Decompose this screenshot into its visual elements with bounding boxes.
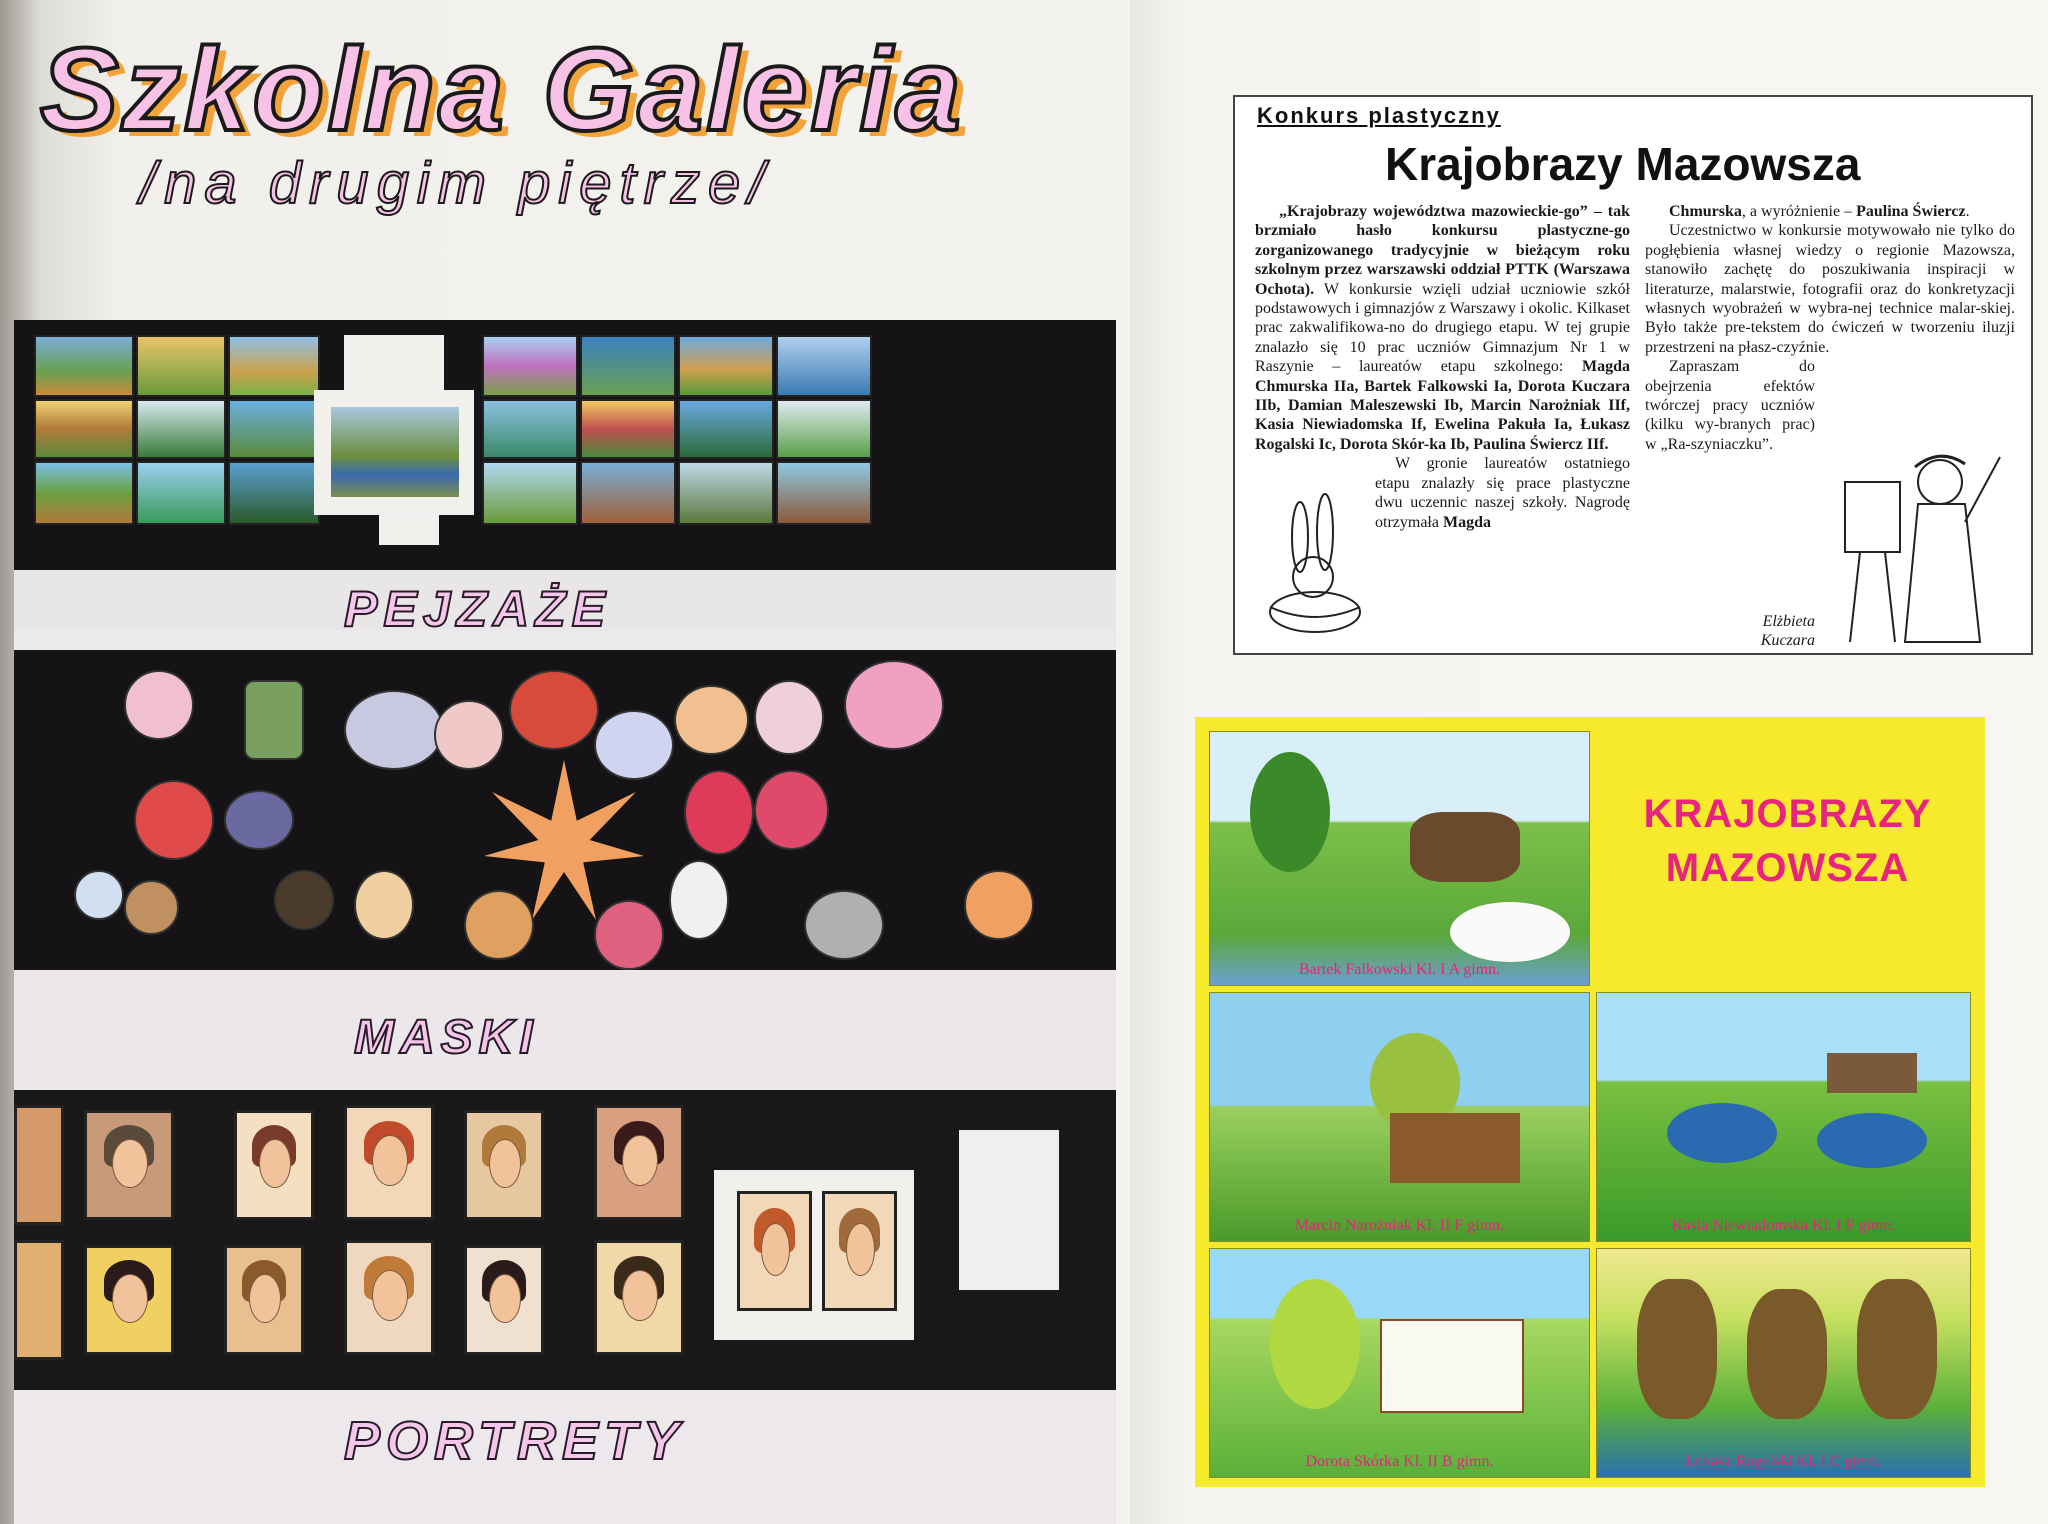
poster-title-line2: MAZOWSZA (1665, 846, 1910, 890)
painting-horse (1209, 731, 1590, 986)
bunny-illustration (1255, 477, 1370, 637)
caption-3: Kasia Niewiadomska Kl. I F gimn. (1671, 1217, 1896, 1234)
article-lead-rest: W konkursie wzięli udział uczniowie szkół podstawowych i gimnazjów z Warszawy i okolic. Kilkaset prac zakwalifikowa-no do drugiego etapu. W tej grupie znalazło się 10 prac uczniów Gimnazjum Nr 1 w Raszynie – laureatów etapu szkolnego: (1255, 280, 1631, 376)
signature-last: Kuczara (1760, 632, 1815, 650)
poster-title (1590, 787, 1985, 895)
exhibition-photo (14, 320, 1116, 1524)
painting-pond (1596, 992, 1971, 1242)
masks-board (14, 650, 1116, 970)
painting-cottage (1209, 1248, 1590, 1478)
article-winner-last: Chmurska (1669, 203, 1742, 220)
painting-house (1209, 992, 1590, 1242)
article-winner-first: Magda (1442, 513, 1491, 531)
article-column-2: Chmurska, a wyróżnienie – Paulina Świercz. Uczestnictwo w konkursie motywowało nie tylko do pogłębienia własnej wiedzy o regionie Mazowsza, stanowiło zachętę do poszukiwania inspiracji w literaturze, malarstwie, fotografii oraz do konkretyzacji własnych wyobrażeń w wybra-nej technice malar-skiej. Było także pre-tekstem do ćwiczeń w tworzeniu iluzji przestrzeni na płasz-czyźnie. Zapraszam do obejrzenia efektów twórczej pracy uczniów (kilku wy-branych prac) w „Ra-szyniaczku”. Elżbieta Kuczara (1645, 202, 2015, 454)
gallery-subtitle: /na drugim piętrze/ (140, 151, 773, 216)
article-column-1 (1255, 202, 1630, 532)
painter-illustration (1840, 442, 2010, 652)
caption-4: Dorota Skórka Kl. II B gimn. (1305, 1453, 1494, 1470)
article-headline: Krajobrazy Mazowsza (1385, 138, 1861, 190)
label-portraits: PORTRETY (344, 1411, 686, 1471)
landscapes-board (14, 320, 1116, 570)
article-col2-p3: Zapraszam do obejrzenia efektów twórczej pracy uczniów (kilku wy-branych prac) w „Ra-szyniaczku”. (1645, 358, 1815, 453)
signature-first: Elżbieta (1762, 613, 1815, 630)
article-col2-p2: Uczestnictwo w konkursie motywowało nie tylko do pogłębienia własnej wiedzy o regionie Mazowsza, stanowiło zachętę do poszukiwania inspiracji w literaturze, malarstwie, fotografii oraz do konkretyzacji własnych wyobrażeń w wybra-nej technice malar-skiej. Było także pre-tekstem do ćwiczeń w tworzeniu iluzji przestrzeni na płasz-czyźnie. (1645, 222, 2015, 356)
article-laureates: Magda Chmurska IIa, Bartek Falkowski Ia, Dorota Kuczara IIb, Damian Maleszewski Ib, Marcin Narożniak IIf, Kasia Niewiadomska If, Ewelina Pakuła Ia, Łukasz Rogalski Ic, Dorota Skór-ka Ib, Paulina Świercz IIf. (1255, 358, 1631, 453)
label-landscapes: PEJZAŻE (344, 581, 612, 637)
caption-2: Marcin Narożniak Kl. II F gimn. (1294, 1217, 1505, 1234)
gallery-title: Szkolna Galeria (40, 24, 964, 156)
article-lead: „Krajobrazy województwa mazowieckie-go” – tak brzmiało hasło konkursu plastyczne-go zorganizowanego tradycyjnie w bieżącym roku szkolnym przez warszawski oddział PTTK (Warszawa Ochota). (1255, 203, 1630, 298)
label-masks: MASKI (354, 1011, 539, 1064)
article (1233, 95, 2033, 655)
article-col2-mid: , a wyróżnienie – (1741, 203, 1853, 220)
portraits-board (14, 1090, 1116, 1390)
caption-1: Bartek Falkowski Kl. I A gimn. (1298, 961, 1501, 978)
painting-willows (1596, 1248, 1971, 1478)
poster (1195, 717, 1985, 1487)
poster-title-line1: KRAJOBRAZY (1643, 792, 1932, 836)
article-col1-p2: W gronie laureatów ostatniego etapu znalazły się prace plastyczne dwu uczennic naszej szkoły. Nagrodę otrzymała (1375, 455, 1630, 531)
article-distinction: Paulina Świercz (1856, 203, 1966, 220)
article-signature (1645, 612, 1815, 651)
caption-5: Łukasz Rogalski Kl. I C gimn. (1685, 1453, 1882, 1470)
article-kicker: Konkurs plastyczny (1257, 103, 1501, 128)
